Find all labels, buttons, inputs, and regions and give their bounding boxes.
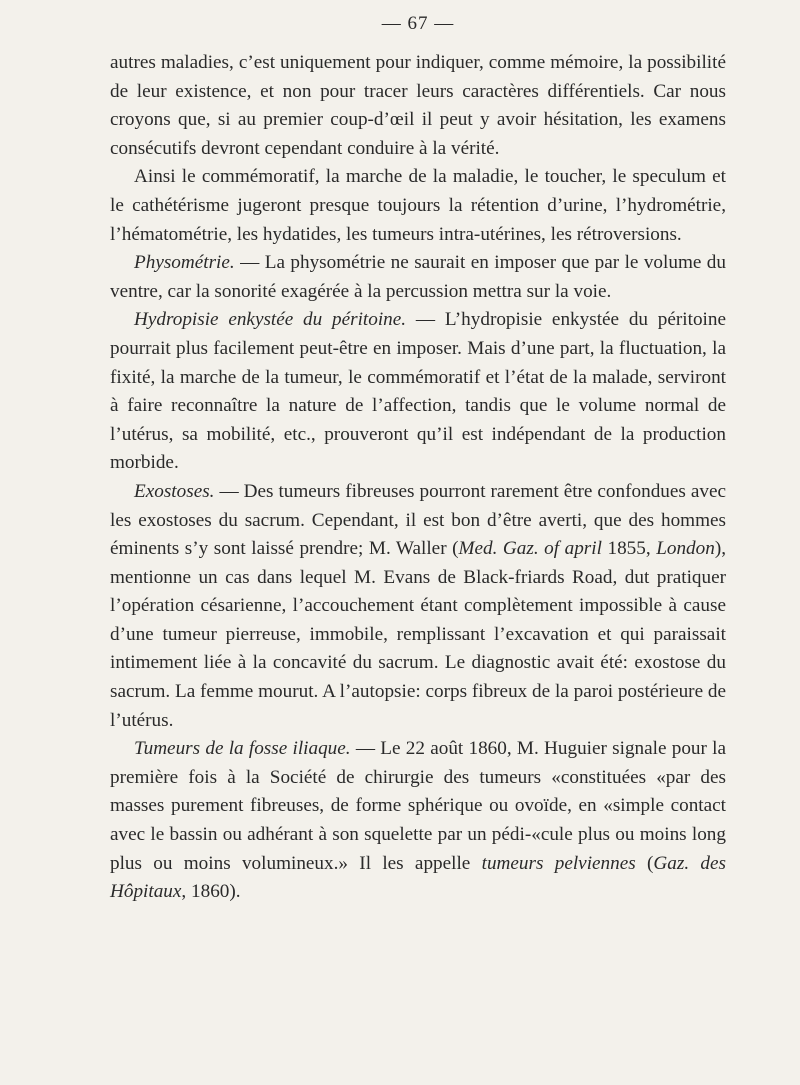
text-run: — Des tumeurs fibreuses pourront rarement être confondues avec les exostoses du sacrum. Cependant, il est bon d’être averti, que des hommes éminents s’y sont laissé prendre; M. Waller (	[110, 480, 726, 560]
text-run: 1855,	[601, 538, 657, 560]
paragraph-p4	[110, 306, 726, 478]
section-heading: Hydropisie enkystée du péritoine.	[134, 309, 407, 331]
text-run: , 1860).	[181, 881, 241, 903]
text-run: autres maladies, c’est uniquement pour indiquer, comme mémoire, la possibilité de leur existence, et non pour tracer leurs caractères différentiels. Car nous croyons que, si au premier coup-d’œil il peut y avoir hésitation, les examens consécutifs devront cependant conduire à la vérité.	[110, 52, 726, 159]
paragraph-p2	[110, 163, 726, 249]
section-heading: Exostoses.	[134, 480, 215, 502]
text-run: Med. Gaz. of april	[458, 538, 602, 560]
page-number: — 67 —	[381, 13, 455, 34]
text-run: Gaz. des Hôpitaux	[110, 852, 726, 903]
text-run: ), mentionne un cas dans lequel M. Evans de Black-friards Road, dut pratiquer l’opération césarienne, l’accouchement étant complètement impossible à cause d’une tumeur pierreuse, immobile, remplissant l’excavation et qui paraissait intimement liée à la concavité du sacrum. Le diagnostic avait été: exostose du sacrum. La femme mourut. A l’autopsie: corps fibreux de la paroi postérieure de l’utérus.	[110, 538, 727, 731]
text-run: Ainsi le commémoratif, la marche de la maladie, le toucher, le speculum et le cathétérisme jugeront presque toujours la rétention d’urine, l’hydrométrie, l’hématométrie, les hydatides, les tumeurs intra-utérines, les rétroversions.	[110, 166, 726, 245]
text-run: tumeurs pelviennes	[481, 852, 636, 874]
text-run: London	[656, 538, 715, 560]
section-heading: Tumeurs de la fosse iliaque.	[134, 738, 351, 760]
paragraph-p1	[110, 49, 726, 163]
text-run: — Le 22 août 1860, M. Huguier signale pour la première fois à la Société de chirurgie des tumeurs «constituées «par des masses purement fibreuses, de forme sphérique ou ovoïde, en «simple contact avec le bassin ou adhérant à son squelette par un pédi-«cule plus ou moins long plus ou moins volumineux.» Il les appelle	[110, 738, 727, 874]
paragraph-p5	[110, 478, 726, 735]
paragraph-p6	[110, 735, 726, 907]
text-run: — La physométrie ne saurait en imposer que par le volume du ventre, car la sonorité exagérée à la percussion mettra sur la voie.	[110, 252, 726, 302]
paragraph-p3	[110, 249, 726, 306]
body-text	[110, 49, 726, 907]
section-heading: Physométrie.	[134, 252, 235, 274]
text-run: — L’hydropisie enkystée du péritoine pourrait plus facilement peut-être en imposer. Mais d’une part, la fluctuation, la fixité, la marche de la tumeur, le commémoratif et l’état de la malade, serviront à faire reconnaître la nature de l’affection, tandis que le volume normal de l’utérus, sa mobilité, etc., prouveront qu’il est indépendant de la production morbide.	[110, 309, 726, 474]
text-run: (	[635, 852, 654, 874]
